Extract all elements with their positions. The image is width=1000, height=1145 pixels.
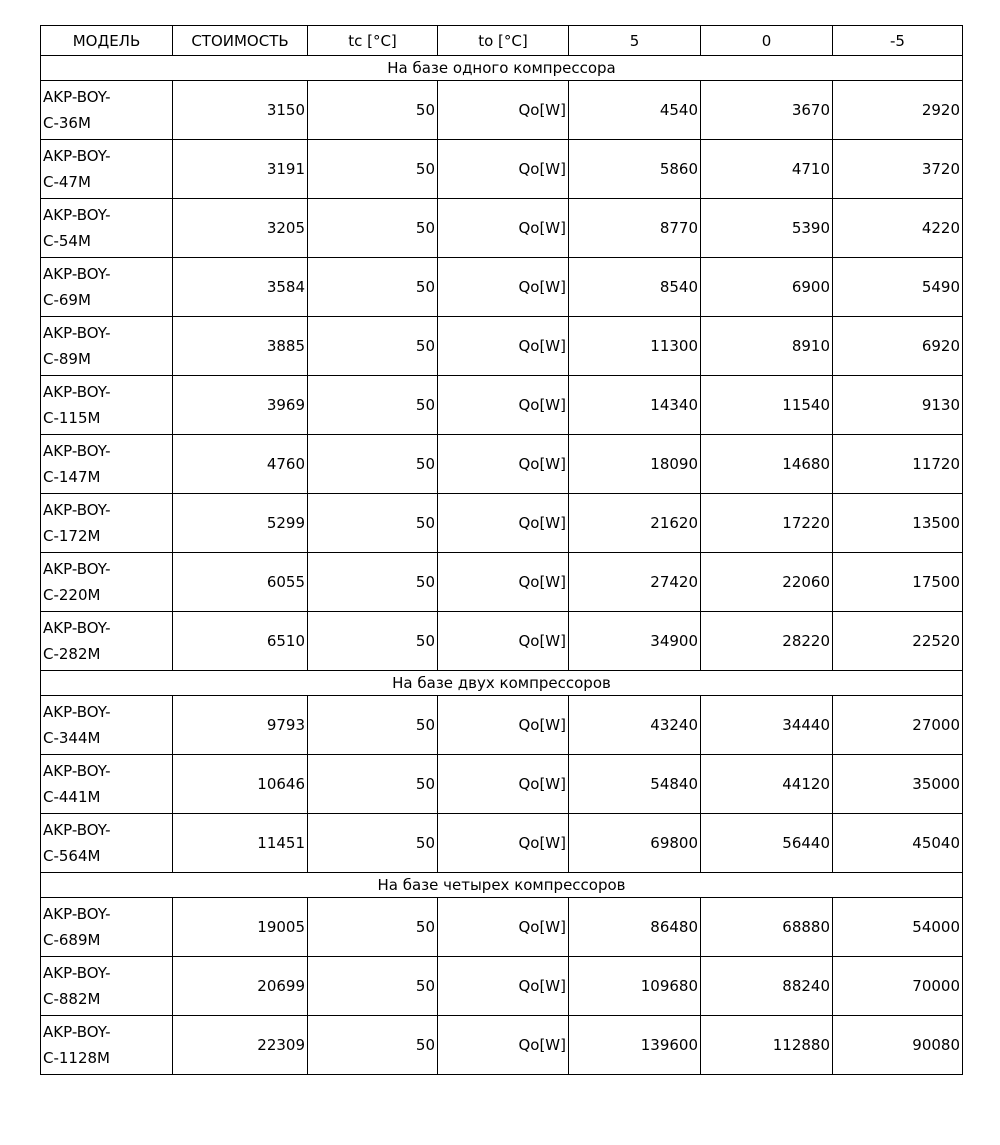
temp-5-cell: 18090 xyxy=(569,435,701,494)
tc-cell: 50 xyxy=(308,755,438,814)
temp-minus5-cell: 4220 xyxy=(833,199,963,258)
tc-cell: 50 xyxy=(308,199,438,258)
model-cell xyxy=(41,553,173,612)
tc-cell: 50 xyxy=(308,376,438,435)
header-price: СТОИМОСТЬ xyxy=(173,26,308,56)
to-cell: Qo[W] xyxy=(438,1016,569,1075)
price-cell: 4760 xyxy=(173,435,308,494)
table-row xyxy=(41,755,963,814)
header-tc: tc [°C] xyxy=(308,26,438,56)
to-cell: Qo[W] xyxy=(438,494,569,553)
model-name-line2: C-1128M xyxy=(43,1049,111,1067)
tc-cell: 50 xyxy=(308,814,438,873)
temp-5-cell: 21620 xyxy=(569,494,701,553)
temp-5-cell: 4540 xyxy=(569,81,701,140)
table-row xyxy=(41,435,963,494)
temp-minus5-cell: 9130 xyxy=(833,376,963,435)
temp-0-cell: 17220 xyxy=(701,494,833,553)
section-row xyxy=(41,873,963,898)
model-name-line1: AKP-BOY- xyxy=(43,560,111,578)
model-name-line2: C-89M xyxy=(43,350,91,368)
temp-minus5-cell: 27000 xyxy=(833,696,963,755)
tc-cell: 50 xyxy=(308,898,438,957)
header-temp-5: 5 xyxy=(569,26,701,56)
model-cell xyxy=(41,755,173,814)
tc-cell: 50 xyxy=(308,957,438,1016)
price-cell: 3150 xyxy=(173,81,308,140)
table-row xyxy=(41,81,963,140)
model-name-line1: AKP-BOY- xyxy=(43,206,111,224)
to-cell: Qo[W] xyxy=(438,317,569,376)
temp-0-cell: 4710 xyxy=(701,140,833,199)
model-cell xyxy=(41,898,173,957)
price-cell: 11451 xyxy=(173,814,308,873)
model-name-line1: AKP-BOY- xyxy=(43,88,111,106)
price-cell: 9793 xyxy=(173,696,308,755)
section-title: На базе двух компрессоров xyxy=(41,671,963,696)
model-name-line2: C-282M xyxy=(43,645,101,663)
header-to: to [°C] xyxy=(438,26,569,56)
header-temp-0: 0 xyxy=(701,26,833,56)
to-cell: Qo[W] xyxy=(438,435,569,494)
price-cell: 5299 xyxy=(173,494,308,553)
table-row xyxy=(41,494,963,553)
temp-5-cell: 14340 xyxy=(569,376,701,435)
price-cell: 6055 xyxy=(173,553,308,612)
model-name-line1: AKP-BOY- xyxy=(43,619,111,637)
table-row xyxy=(41,258,963,317)
temp-0-cell: 5390 xyxy=(701,199,833,258)
price-cell: 3584 xyxy=(173,258,308,317)
tc-cell: 50 xyxy=(308,317,438,376)
model-name-line1: AKP-BOY- xyxy=(43,147,111,165)
price-table xyxy=(40,25,963,1075)
table-row xyxy=(41,957,963,1016)
section-title: На базе одного компрессора xyxy=(41,56,963,81)
price-cell: 20699 xyxy=(173,957,308,1016)
model-name-line2: C-172M xyxy=(43,527,101,545)
temp-0-cell: 88240 xyxy=(701,957,833,1016)
temp-minus5-cell: 5490 xyxy=(833,258,963,317)
table-row xyxy=(41,612,963,671)
model-name-line2: C-115M xyxy=(43,409,101,427)
section-row xyxy=(41,56,963,81)
temp-5-cell: 8770 xyxy=(569,199,701,258)
temp-minus5-cell: 3720 xyxy=(833,140,963,199)
price-cell: 3205 xyxy=(173,199,308,258)
table-row xyxy=(41,898,963,957)
model-cell xyxy=(41,258,173,317)
temp-5-cell: 8540 xyxy=(569,258,701,317)
temp-minus5-cell: 13500 xyxy=(833,494,963,553)
temp-0-cell: 112880 xyxy=(701,1016,833,1075)
table-row xyxy=(41,553,963,612)
model-cell xyxy=(41,494,173,553)
section-row xyxy=(41,671,963,696)
temp-minus5-cell: 54000 xyxy=(833,898,963,957)
tc-cell: 50 xyxy=(308,258,438,317)
table-row xyxy=(41,317,963,376)
to-cell: Qo[W] xyxy=(438,696,569,755)
tc-cell: 50 xyxy=(308,81,438,140)
temp-0-cell: 68880 xyxy=(701,898,833,957)
table-header-row xyxy=(41,26,963,56)
tc-cell: 50 xyxy=(308,612,438,671)
to-cell: Qo[W] xyxy=(438,258,569,317)
temp-0-cell: 56440 xyxy=(701,814,833,873)
price-cell: 3969 xyxy=(173,376,308,435)
temp-minus5-cell: 2920 xyxy=(833,81,963,140)
tc-cell: 50 xyxy=(308,435,438,494)
price-cell: 3885 xyxy=(173,317,308,376)
model-cell xyxy=(41,376,173,435)
temp-0-cell: 28220 xyxy=(701,612,833,671)
tc-cell: 50 xyxy=(308,696,438,755)
tc-cell: 50 xyxy=(308,140,438,199)
to-cell: Qo[W] xyxy=(438,553,569,612)
to-cell: Qo[W] xyxy=(438,612,569,671)
model-name-line2: C-47M xyxy=(43,173,91,191)
model-name-line1: AKP-BOY- xyxy=(43,703,111,721)
model-name-line2: C-344M xyxy=(43,729,101,747)
header-model: МОДЕЛЬ xyxy=(41,26,173,56)
temp-5-cell: 34900 xyxy=(569,612,701,671)
temp-5-cell: 54840 xyxy=(569,755,701,814)
model-cell xyxy=(41,317,173,376)
table-row xyxy=(41,1016,963,1075)
model-name-line2: C-220M xyxy=(43,586,101,604)
temp-5-cell: 43240 xyxy=(569,696,701,755)
temp-0-cell: 34440 xyxy=(701,696,833,755)
temp-0-cell: 22060 xyxy=(701,553,833,612)
temp-0-cell: 11540 xyxy=(701,376,833,435)
model-cell xyxy=(41,696,173,755)
temp-5-cell: 86480 xyxy=(569,898,701,957)
model-name-line2: C-147M xyxy=(43,468,101,486)
model-name-line1: AKP-BOY- xyxy=(43,964,111,982)
to-cell: Qo[W] xyxy=(438,814,569,873)
temp-minus5-cell: 6920 xyxy=(833,317,963,376)
model-name-line2: C-564M xyxy=(43,847,101,865)
model-name-line1: AKP-BOY- xyxy=(43,762,111,780)
price-cell: 6510 xyxy=(173,612,308,671)
price-cell: 10646 xyxy=(173,755,308,814)
model-cell xyxy=(41,140,173,199)
temp-0-cell: 44120 xyxy=(701,755,833,814)
temp-minus5-cell: 22520 xyxy=(833,612,963,671)
temp-0-cell: 6900 xyxy=(701,258,833,317)
table-row xyxy=(41,140,963,199)
table-row xyxy=(41,376,963,435)
model-name-line2: C-36M xyxy=(43,114,91,132)
model-cell xyxy=(41,199,173,258)
model-cell xyxy=(41,435,173,494)
section-title: На базе четырех компрессоров xyxy=(41,873,963,898)
model-name-line1: AKP-BOY- xyxy=(43,1023,111,1041)
model-name-line1: AKP-BOY- xyxy=(43,324,111,342)
temp-5-cell: 5860 xyxy=(569,140,701,199)
price-cell: 22309 xyxy=(173,1016,308,1075)
temp-0-cell: 14680 xyxy=(701,435,833,494)
to-cell: Qo[W] xyxy=(438,957,569,1016)
temp-5-cell: 27420 xyxy=(569,553,701,612)
to-cell: Qo[W] xyxy=(438,376,569,435)
temp-5-cell: 139600 xyxy=(569,1016,701,1075)
model-cell xyxy=(41,1016,173,1075)
model-name-line2: C-69M xyxy=(43,291,91,309)
model-name-line1: AKP-BOY- xyxy=(43,265,111,283)
price-cell: 19005 xyxy=(173,898,308,957)
to-cell: Qo[W] xyxy=(438,755,569,814)
model-cell xyxy=(41,814,173,873)
model-name-line1: AKP-BOY- xyxy=(43,905,111,923)
temp-minus5-cell: 11720 xyxy=(833,435,963,494)
model-name-line1: AKP-BOY- xyxy=(43,501,111,519)
temp-minus5-cell: 70000 xyxy=(833,957,963,1016)
model-cell xyxy=(41,81,173,140)
model-name-line2: C-441M xyxy=(43,788,101,806)
table-row xyxy=(41,199,963,258)
price-cell: 3191 xyxy=(173,140,308,199)
model-name-line1: AKP-BOY- xyxy=(43,442,111,460)
model-name-line2: C-882M xyxy=(43,990,101,1008)
tc-cell: 50 xyxy=(308,1016,438,1075)
tc-cell: 50 xyxy=(308,494,438,553)
header-temp-minus5: -5 xyxy=(833,26,963,56)
temp-0-cell: 8910 xyxy=(701,317,833,376)
temp-minus5-cell: 90080 xyxy=(833,1016,963,1075)
temp-minus5-cell: 17500 xyxy=(833,553,963,612)
temp-0-cell: 3670 xyxy=(701,81,833,140)
tc-cell: 50 xyxy=(308,553,438,612)
table-row xyxy=(41,814,963,873)
temp-5-cell: 109680 xyxy=(569,957,701,1016)
temp-minus5-cell: 35000 xyxy=(833,755,963,814)
to-cell: Qo[W] xyxy=(438,81,569,140)
temp-5-cell: 69800 xyxy=(569,814,701,873)
to-cell: Qo[W] xyxy=(438,898,569,957)
model-cell xyxy=(41,957,173,1016)
temp-5-cell: 11300 xyxy=(569,317,701,376)
temp-minus5-cell: 45040 xyxy=(833,814,963,873)
model-name-line2: C-54M xyxy=(43,232,91,250)
table-row xyxy=(41,696,963,755)
to-cell: Qo[W] xyxy=(438,199,569,258)
model-name-line1: AKP-BOY- xyxy=(43,821,111,839)
to-cell: Qo[W] xyxy=(438,140,569,199)
model-cell xyxy=(41,612,173,671)
model-name-line2: C-689M xyxy=(43,931,101,949)
model-name-line1: AKP-BOY- xyxy=(43,383,111,401)
